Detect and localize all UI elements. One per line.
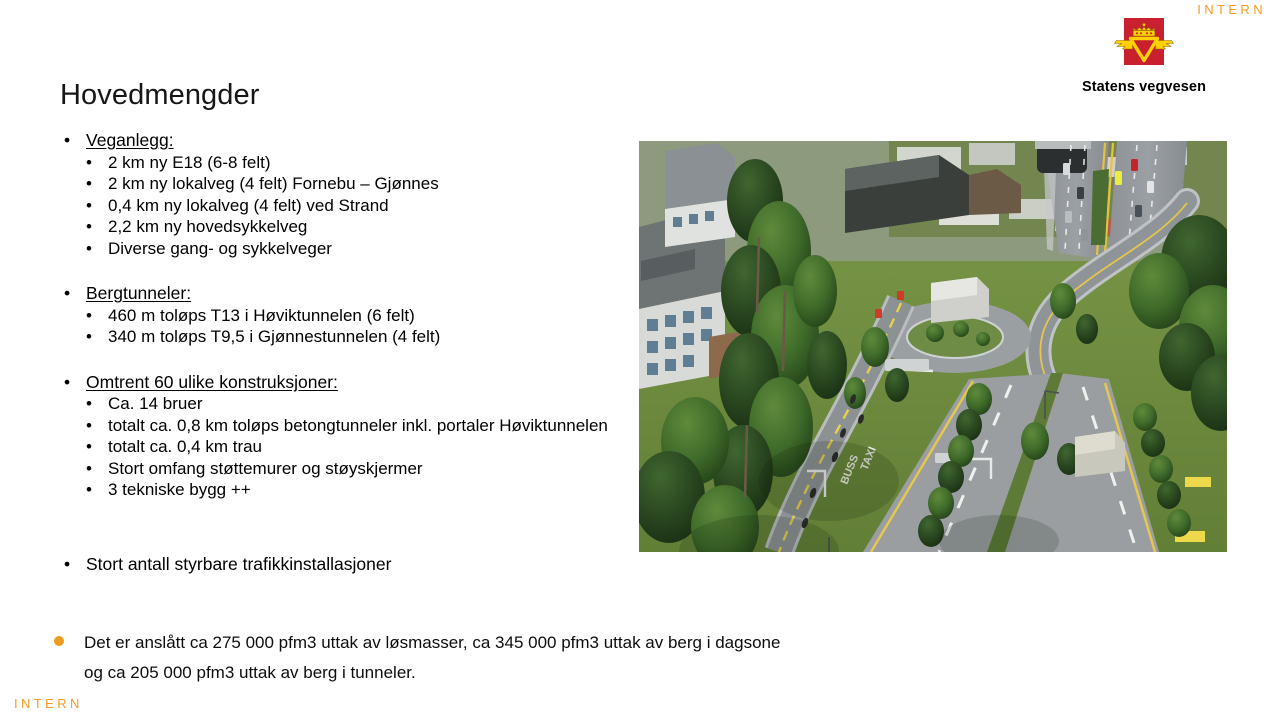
- list-item: [58, 393, 630, 415]
- bullet-group-heading-0: [58, 130, 630, 152]
- bullet-glyph: •: [64, 130, 71, 150]
- bullet-glyph: •: [64, 554, 71, 574]
- bullet-glyph: •: [86, 437, 92, 456]
- bullet-glyph: •: [86, 394, 92, 413]
- classification-watermark-top: INTERN: [1197, 2, 1266, 17]
- bullet-glyph: •: [86, 480, 92, 499]
- technical-building: [931, 277, 989, 323]
- bullet-glyph: •: [86, 238, 92, 258]
- list-item-label: 2 km ny E18 (6-8 felt): [108, 152, 271, 172]
- list-item-label: 3 tekniske bygg ++: [108, 480, 251, 499]
- list-item-label: 2 km ny lokalveg (4 felt) Fornebu – Gjønnes: [108, 174, 439, 193]
- bullet-sublist-2: [58, 393, 630, 501]
- page-title: Hovedmengder: [60, 79, 260, 112]
- bullet-glyph: •: [86, 195, 92, 215]
- list-item: [58, 415, 630, 437]
- bullet-group-heading-2: [58, 372, 630, 394]
- list-item: [58, 152, 630, 174]
- list-item: [58, 238, 630, 260]
- summary-note-line-2: og ca 205 000 pfm3 uttak av berg i tunneler.: [84, 663, 416, 682]
- list-item-label: totalt ca. 0,8 km toløps betongtunneler inkl. portaler Høviktunnelen: [108, 415, 608, 435]
- list-item-label: totalt ca. 0,4 km trau: [108, 437, 263, 456]
- list-item: [58, 305, 630, 327]
- list-item-label: Stort omfang støttemurer og støyskjermer: [108, 458, 423, 478]
- bullet-glyph: •: [86, 217, 92, 236]
- technical-building-2: [1075, 431, 1125, 477]
- bullet-glyph: •: [86, 327, 92, 346]
- list-item: [58, 173, 630, 195]
- bullet-glyph: •: [86, 415, 92, 435]
- list-item: [58, 216, 630, 238]
- bullet-glyph: •: [64, 283, 71, 303]
- list-item: [58, 458, 630, 480]
- bullet-glyph: •: [86, 174, 92, 193]
- list-item-label: 0,4 km ny lokalveg (4 felt) ved Strand: [108, 195, 389, 215]
- list-item: [58, 195, 630, 217]
- bullet-glyph: •: [86, 458, 92, 478]
- summary-note-line-1: Det er anslått ca 275 000 pfm3 uttak av løsmasser, ca 345 000 pfm3 uttak av berg i dagsone: [84, 633, 781, 652]
- group-heading-label: Bergtunneler:: [86, 283, 192, 303]
- spacer: [58, 348, 630, 372]
- list-item: [58, 436, 630, 458]
- brand-logo: [1054, 18, 1234, 96]
- content-body: [58, 130, 630, 501]
- aerial-road-render: [639, 141, 1227, 552]
- list-item-label: 460 m toløps T13 i Høviktunnelen (6 felt): [108, 305, 415, 325]
- project-visualisation-image: [639, 141, 1227, 552]
- bullet-standalone: [58, 553, 646, 575]
- list-item: [58, 479, 630, 501]
- list-item-label: Diverse gang- og sykkelveger: [108, 238, 332, 258]
- list-item-label: 2,2 km ny hovedsykkelveg: [108, 217, 308, 236]
- list-item-label: Ca. 14 bruer: [108, 394, 203, 413]
- bullet-sublist-0: [58, 152, 630, 260]
- brand-wordmark: Statens vegvesen: [1081, 79, 1207, 95]
- bullet-group-heading-1: [58, 283, 630, 305]
- summary-note: [48, 628, 1234, 688]
- statens-vegvesen-emblem-icon: [1113, 18, 1175, 74]
- standalone-bullet-label: Stort antall styrbare trafikkinstallasjoner: [86, 554, 392, 574]
- bullet-glyph: •: [86, 152, 92, 172]
- bullet-sublist-1: [58, 305, 630, 348]
- group-heading-label: Omtrent 60 ulike konstruksjoner:: [86, 371, 338, 392]
- bullet-glyph: •: [64, 371, 71, 392]
- spacer: [58, 259, 630, 283]
- group-heading-label: Veganlegg:: [86, 130, 174, 150]
- list-item-label: 340 m toløps T9,5 i Gjønnestunnelen (4 felt): [108, 327, 441, 346]
- orange-bullet-icon: [54, 636, 64, 646]
- bullet-glyph: •: [86, 305, 92, 325]
- list-item: [58, 326, 630, 348]
- classification-watermark-bottom: INTERN: [14, 696, 83, 711]
